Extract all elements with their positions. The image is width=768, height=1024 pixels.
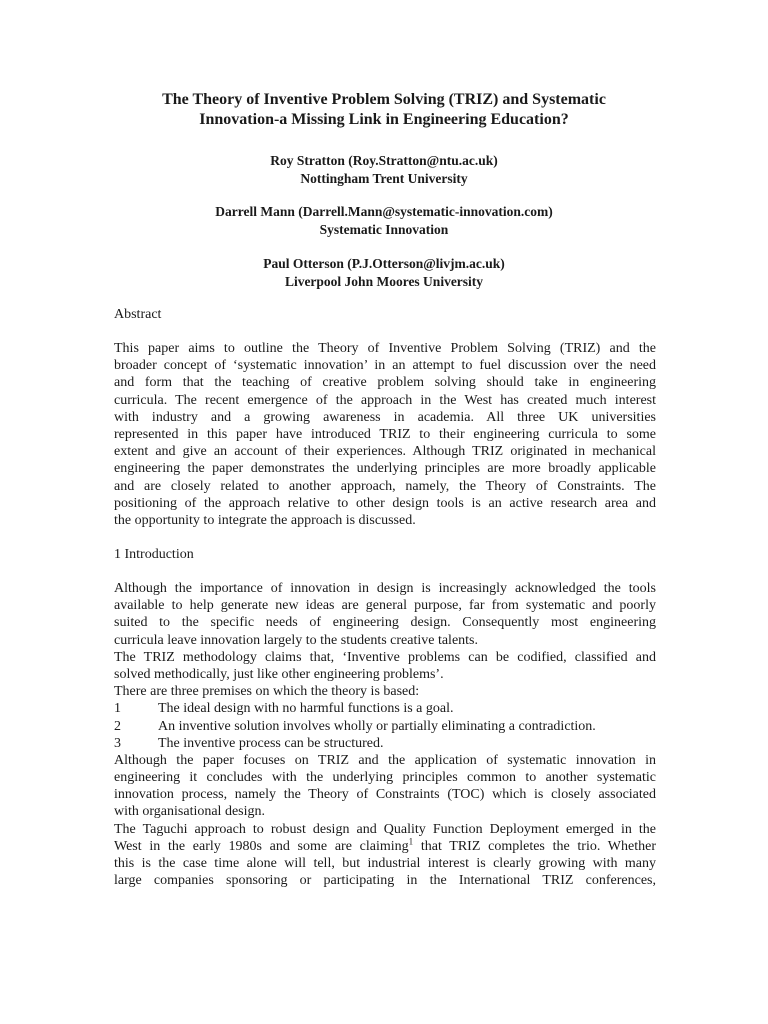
introduction-body [114, 580, 656, 889]
text-line: with industry and a growing awareness in academia. All three UK universities [114, 409, 656, 425]
introduction-heading: 1 Introduction [114, 547, 194, 562]
premise-item [114, 700, 656, 717]
text-line: and are closely related to another approach, namely, the Theory of Constraints. The [114, 478, 656, 494]
premise-item [114, 735, 656, 752]
author-affiliation: Nottingham Trent University [300, 171, 468, 186]
text-line: extent and give an account of their experiences. Although TRIZ originated in mechanical [114, 444, 656, 460]
text-fragment: West in the early 1980s and some are claiming [114, 838, 409, 854]
text-fragment: that TRIZ completes the trio. Whether [413, 838, 656, 854]
text-line [114, 838, 656, 855]
text-line: broader concept of ‘systematic innovation’ in an attempt to fuel discussion over the need [114, 358, 656, 374]
text-line: solved methodically, just like other engineering problems’. [114, 666, 444, 682]
premise-number: 3 [114, 735, 121, 751]
text-line: engineering the paper demonstrates the underlying principles are more broadly applicable [114, 461, 656, 477]
author-block-3 [100, 255, 668, 291]
premise-item [114, 718, 656, 735]
abstract-heading: Abstract [114, 307, 162, 322]
text-line: The Taguchi approach to robust design and Quality Function Deployment emerged in the [114, 821, 656, 837]
text-line: the opportunity to integrate the approach is discussed. [114, 512, 416, 528]
author-name-email: Paul Otterson (P.J.Otterson@livjm.ac.uk) [263, 256, 505, 271]
text-line: available to help generate new ideas are general purpose, far from systematic and poorly [114, 598, 656, 614]
text-line: Although the paper focuses on TRIZ and the application of systematic innovation in [114, 752, 656, 768]
footnote-marker: 1 [408, 836, 414, 847]
title-line-1: The Theory of Inventive Problem Solving (TRIZ) and Systematic [162, 91, 606, 108]
premise-text: The ideal design with no harmful functions is a goal. [158, 701, 454, 717]
author-affiliation: Liverpool John Moores University [284, 274, 484, 289]
text-line: curricula leave innovation largely to the students creative talents. [114, 632, 478, 648]
text-line: curricula. The recent emergence of the approach in the West has created much interest [114, 392, 656, 408]
text-line: Although the importance of innovation in design is increasingly acknowledged the tools [114, 581, 656, 596]
premise-number: 2 [114, 718, 121, 734]
text-line: engineering it concludes with the underlying principles common to another systematic [114, 770, 656, 786]
text-line: this is the case time alone will tell, but industrial interest is clearly growing with many [114, 856, 656, 871]
author-name-email: Roy Stratton (Roy.Stratton@ntu.ac.uk) [270, 153, 498, 168]
premise-text: The inventive process can be structured. [158, 735, 384, 751]
text-line: positioning of the approach relative to other design tools is an active research area and [114, 495, 656, 511]
text-line: This paper aims to outline the Theory of Inventive Problem Solving (TRIZ) and the [114, 341, 656, 356]
text-line: innovation process, namely the Theory of Constraints (TOC) which is closely associated [114, 787, 656, 803]
author-block-2 [100, 203, 668, 239]
text-line: The TRIZ methodology claims that, ‘Inventive problems can be codified, classified and [114, 649, 656, 665]
text-line: There are three premises on which the theory is based: [114, 684, 420, 700]
author-block-1 [100, 152, 668, 188]
author-affiliation: Systematic Innovation [319, 222, 449, 237]
paper-title [100, 90, 668, 130]
text-line: represented in this paper have introduced TRIZ to their engineering curricula to some [114, 426, 656, 442]
text-line: suited to the specific needs of engineering design. Consequently most engineering [114, 615, 656, 631]
abstract-paragraph [114, 340, 656, 529]
text-line: and form that the teaching of creative problem solving should take in engineering [114, 375, 656, 391]
title-line-2: Innovation-a Missing Link in Engineering Education? [199, 111, 569, 128]
text-line: large companies sponsoring or participating in the International TRIZ conferences, [114, 873, 656, 889]
premise-number: 1 [114, 701, 121, 717]
premise-text: An inventive solution involves wholly or partially eliminating a contradiction. [158, 718, 596, 734]
text-line: with organisational design. [114, 804, 265, 820]
author-name-email: Darrell Mann (Darrell.Mann@systematic-innovation.com) [215, 204, 553, 219]
